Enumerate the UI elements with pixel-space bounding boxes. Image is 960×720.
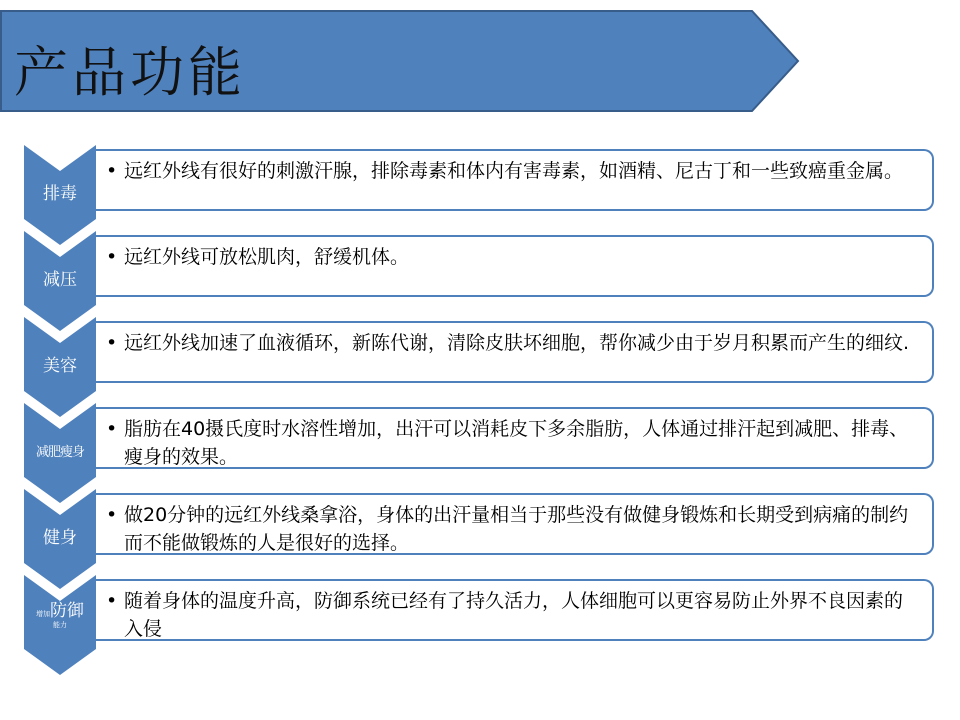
feature-label: 排毒 (43, 184, 77, 204)
feature-description-box (94, 149, 934, 211)
feature-description-text: 做20分钟的远红外线桑拿浴，身体的出汗量相当于那些没有做健身锻炼和长期受到病痛的制约而不能做锻炼的人是很好的选择。 (124, 504, 909, 554)
feature-chevron (24, 317, 96, 417)
feature-chevron (24, 489, 96, 589)
bullet-icon: • (106, 504, 118, 526)
feature-description-text: 远红外线加速了血液循环，新陈代谢，清除皮肤坏细胞，帮你减少由于岁月积累而产生的细纹. (124, 332, 910, 354)
feature-label-suffix: 能力 (53, 621, 67, 629)
bullet-icon: • (106, 590, 118, 612)
feature-description (106, 329, 916, 357)
bullet-icon: • (106, 246, 118, 268)
feature-description-box (94, 321, 934, 383)
title-banner (0, 10, 800, 112)
bullet-icon: • (106, 418, 118, 440)
feature-description-box (94, 579, 934, 641)
feature-description (106, 243, 916, 271)
feature-chevron (24, 145, 96, 245)
bullet-icon: • (106, 332, 118, 354)
feature-label (24, 603, 96, 629)
feature-label: 美容 (43, 356, 77, 376)
feature-description-text: 随着身体的温度升高，防御系统已经有了持久活力，人体细胞可以更容易防止外界不良因素的入侵 (124, 590, 904, 640)
feature-description (106, 501, 916, 557)
feature-description (106, 415, 916, 471)
feature-label: 减压 (43, 270, 77, 290)
feature-label: 健身 (43, 528, 77, 548)
feature-label-prefix: 增加 (36, 610, 50, 618)
feature-description (106, 157, 916, 185)
feature-description-box (94, 235, 934, 297)
feature-label-main: 防御 (50, 601, 84, 621)
feature-description-box (94, 493, 934, 555)
feature-description-text: 脂肪在40摄氏度时水溶性增加，出汗可以消耗皮下多余脂肪，人体通过排汗起到减肥、排毒、瘦身的效果。 (124, 418, 909, 468)
feature-label: 减肥瘦身 (35, 445, 84, 460)
bullet-icon: • (106, 160, 118, 182)
feature-description (106, 587, 916, 643)
feature-description-text: 远红外线有很好的刺激汗腺，排除毒素和体内有害毒素，如酒精、尼古丁和一些致癌重金属。 (124, 160, 904, 182)
feature-description-box (94, 407, 934, 469)
feature-chevron (24, 231, 96, 331)
page-title: 产品功能 (14, 41, 246, 104)
feature-chevron (24, 575, 96, 675)
feature-chevron (24, 403, 96, 503)
feature-description-text: 远红外线可放松肌肉，舒缓机体。 (124, 246, 410, 268)
